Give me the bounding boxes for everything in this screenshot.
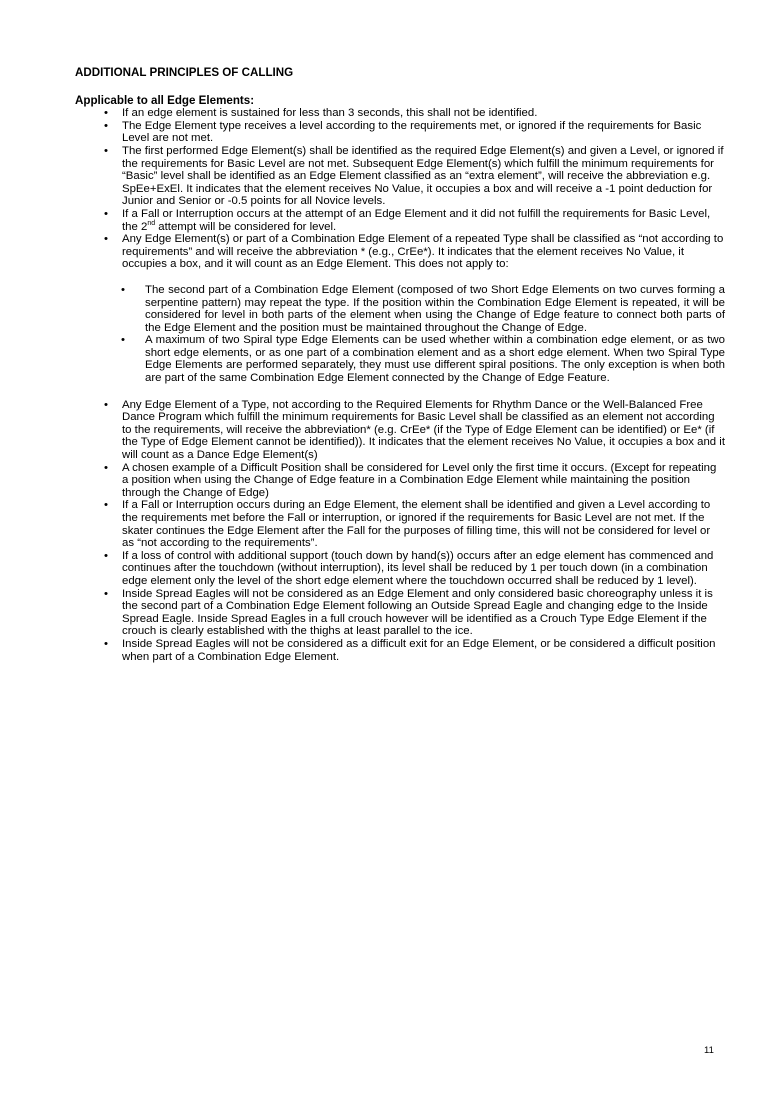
list-item: • Any Edge Element(s) or part of a Combination Edge Element of a repeated Type shall be classified as “not according to requirements” and will receive the abbreviation * (e.g., CrEe*). It indicates that the element receives No Value, it occupies a box, and it will count as an Edge Element. This does not apply to:: [75, 233, 725, 271]
page-number: 11: [704, 1045, 714, 1056]
subsection-heading: Applicable to all Edge Elements:: [75, 93, 255, 107]
list-item-text: If a Fall or Interruption occurs at the attempt of an Edge Element and it did not fulfill the requirements for Basic Level, the 2: [122, 207, 711, 233]
list-item: • The Edge Element type receives a level according to the requirements met, or ignored if the requirements for Basic Level are not met.: [75, 120, 725, 145]
document-page: [75, 67, 725, 663]
principles-list-continued: [75, 399, 725, 663]
list-item: • If a Fall or Interruption occurs during an Edge Element, the element shall be identified and given a Level according to the requirements met before the Fall or interruption, or ignored if the requirements for Basic Level are not met. If the skater continues the Edge Element after the Fall for the purposes of filling time, this will not be considered for level or as “not according to the requirements”.: [75, 499, 725, 549]
section-heading: ADDITIONAL PRINCIPLES OF CALLING: [75, 66, 294, 79]
list-item: • A chosen example of a Difficult Position shall be considered for Level only the first time it occurs. (Except for repeating a position when using the Change of Edge feature in a Combination Edge Element while maintaining the position through the Change of Edge): [75, 462, 725, 500]
sub-list-item: • A maximum of two Spiral type Edge Elements can be used whether within a combination edge element, or as two short edge elements, or as one part of a combination element and as a short edge element. When two Spiral Type Edge Elements are performed separately, they must use different spiral positions. The only exception is when both are part of the same Combination Edge Element connected by the Change of Edge Feature.: [75, 334, 725, 384]
list-item: • If a loss of control with additional support (touch down by hand(s)) occurs after an edge element has commenced and continues after the touchdown (without interruption), its level shall be reduced by 1 per touch down (in a combination edge element only the level of the short edge element where the touchdown occurred shall be reduced by 1 level).: [75, 550, 725, 588]
exceptions-list: [75, 284, 725, 385]
list-item: • Any Edge Element of a Type, not according to the Required Elements for Rhythm Dance or the Well-Balanced Free Dance Program which fulfill the minimum requirements for Basic Level shall be classified as an element not according to the requirements, will receive the abbreviation* (e.g. CrEe* (if the Type of Edge Element can be identified) or Ee* (if the Type of Edge Element cannot be identified)). It indicates that the element receives No Value, it occupies a box and it will count as a Dance Edge Element(s): [75, 399, 725, 462]
list-item: • The first performed Edge Element(s) shall be identified as the required Edge Element(s) and given a Level, or ignored if the requirements for Basic Level are not met. Subsequent Edge Element(s) which fulfill the minimum requirements for “Basic” level shall be identified as an Edge Element classified as an “extra element”, will receive the abbreviation e.g. SpEe+ExEl. It indicates that the element receives No Value, it occupies a box and will receive a -1 point deduction for Junior and Senior or -0.5 points for all Novice levels.: [75, 145, 725, 208]
sub-list-item: • The second part of a Combination Edge Element (composed of two Short Edge Elements on two curves forming a serpentine pattern) may repeat the type. If the position within the Combination Edge Element is repeated, it will be considered for level in both parts of the element when using the Change of Edge feature to connect both parts of the Edge Element and the position must be maintained throughout the Change of Edge.: [75, 284, 725, 334]
list-item-text: attempt will be considered for level.: [155, 220, 337, 233]
principles-list: [75, 107, 725, 271]
superscript: nd: [147, 219, 156, 227]
list-item: • Inside Spread Eagles will not be considered as a difficult exit for an Edge Element, or be considered a difficult position when part of a Combination Edge Element.: [75, 638, 725, 663]
list-item: [75, 208, 725, 233]
list-item: • Inside Spread Eagles will not be considered as an Edge Element and only considered basic choreography unless it is the second part of a Combination Edge Element following an Outside Spread Eagle and changing edge to the Inside Spread Eagle. Inside Spread Eagles in a full crouch however will be identified as a Crouch Type Edge Element if the crouch is clearly established with the thighs at least parallel to the ice.: [75, 588, 725, 638]
list-item: • If an edge element is sustained for less than 3 seconds, this shall not be identified.: [75, 107, 725, 120]
